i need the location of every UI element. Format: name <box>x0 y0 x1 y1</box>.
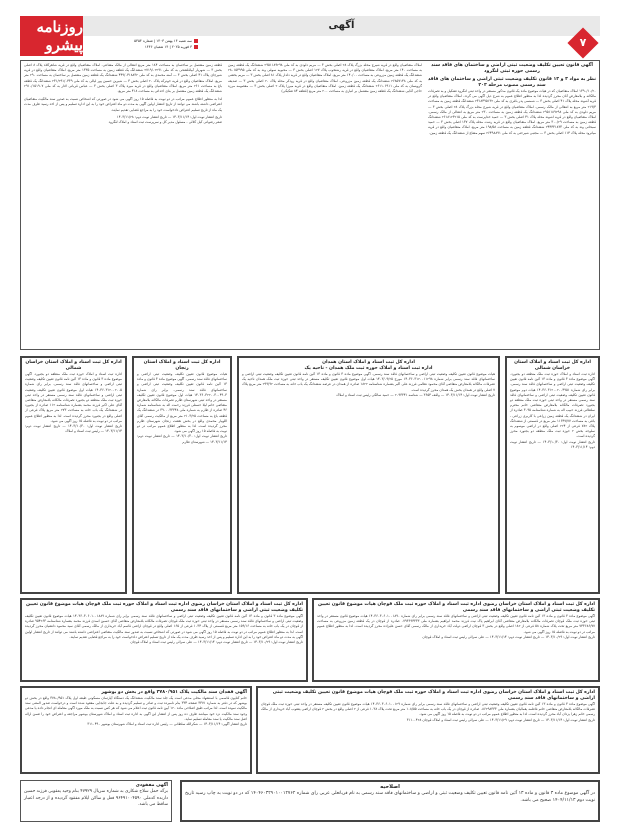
notice-footer: تاریخ انتشار نوبت اول: ۱۴۰۳/۱۰/۳۰ — تاریخ انتشار نوبت دوم: ۱۴۰۳/۱۱/۱۴ — رئیس ثبت اسناد و املاک <box>25 424 122 434</box>
correction-notice <box>180 780 600 822</box>
top-notice-title-2: نظر به مواد ۳ و ۱۳ قانون تکلیف وضعیت ثبتی اراضی و ساختمان های فاقد سند رسمی مصوب مرحله ۲۰۳ <box>428 77 596 88</box>
notice-heading: اداره کل ثبت اسناد و املاک استان خراسان شمالی <box>25 360 122 371</box>
issue-info <box>88 38 198 50</box>
notice-body: هیات موضوع قانون تعیین تکلیف وضعیت ثبتی اراضی و ساختمانهای فاقد سند رسمی. آگهی موضوع ماده ۳ قانون و ماده ۱۳ آئین نامه قانون تعیین تکلیف وضعیت ثبتی اراضی و ساختمانهای فاقد سند رسمی برابر شماره ۱۴۰۳۶۰۳۱۲۰۰۱۱۲۹۸ مورخ ۱۴۰۳/۰۹/۲۵ هیات اول موضوع قانون تعیین تکلیف مستقر در واحد ثبتی حوزه ثبت ملک همدان ناحیه یک تصرفات مالکانه بلامعارض متقاضی آقای محمود نظامی فرزند علی اکبر بشماره شناسنامه ۱۸۲۲ صادره از همدان در عرصه ششدانگ یک باب خانه به مساحت ۲۹۹/۹۲ متر مربع پلاک ۷ اصلی واقع در همدان بخش یک همدان محرز گردیده است. <box>242 372 495 392</box>
notice-heading: اداره کل ثبت اسناد و املاک استان خراسان شمالی <box>514 360 591 371</box>
notice-footer: تاریخ انتشار آگهی: ۱۴۰۳/۱۱/۱۴ — شکرالله سلطانی — رئیس اداره ثبت اسناد و املاک شهرستان بوشهر ۳۱۱۰۴۹۰ <box>87 722 247 727</box>
top-notice-title-1: آگهی قانون تعیین تکلیف وضعیت ثبتی اراضی و ساختمان های فاقد سند رسمی حوزه ثبتی لنگرود <box>431 63 593 74</box>
top-notice-dates: تاریخ انتشار نوبت اول: ۱۴۰۳/۱۱/۱۴ — تاریخ انتشار نوبت دوم: ۱۴۰۳/۱۱/۲۸ <box>116 114 222 119</box>
bullet-square-icon <box>194 39 198 43</box>
notice-footer: تاریخ انتشار نوبت اول: ۱۴۰۳/۱۰/۲۹ — تاریخ انتشار نوبت دوم: ۱۴۰۳/۱۱/۱۴ — علی سرائی رئیس ثبت اسناد و املاک قوچان <box>422 634 595 639</box>
notice-heading: اداره کل ثبت اسناد و املاک استان همدان <box>322 360 415 365</box>
lost-notice-body: برگه حمل سلاح شکاری به شماره سریال ۴۷۹۲۹ بنام وحید یعقوبی فرزند حسین دارنده کدملی ۹۶۴۹۱۰۰۴۵۹۰ فعل و ساکن ایلام مفقود گردیده و از درجه اعتبار ساقط می باشد. <box>23 789 168 807</box>
top-notice-signature: صفر رضوانی کیل کلائی - مسئول مدیر کل و سرپرست ثبت اسناد و املاک لنگرود <box>108 120 222 125</box>
top-notice-body: ۱۳۹۰/۱۰/۲۰ املاک متقاضیان که در هیات موضوع ماده یک قانون مذکور مستقر در واحد ثبتی لنگرود تشکیل و به تصرفات مالکانه و بلامعارض آنان محرز گردیده لذا به منظور اطلاع عموم به شرح ذیل آگهی می گردد. املاک متقاضیان واقع در قریه آشوند محله پلاک ۴۱ اصلی بخش ۳ — شمسی پدر بافری به کد ملی ۲۳۱۸۴۹۵۱۳۲ ششدانگ قطعه زمین به مساحت ۲۱۹/۴ متر مربع به انتقالی از مالک رسمی. املاک متقاضیان واقع در قریه شیرج محله بزرگ پلاک ۲۸ اصلی بخش ۳ — مریم دلودی به کد ملی ۲۹۵۱۱۸۹۲۹۸ ششدانگ یک قطعه زمین به مساحت ۲۳۰ متر مربع به انتقالی از مالک رسمی. املاک متقاضیان واقع در قریه اشوند محله پلاک ۴۱ اصلی بخش ۳ — حمید خداپرست به کد ملی ۲۶۱۸۱۲۳۲۱۵ ششدانگ قطعه زمین به مساحت ۳۰۰/۲۹ متر مربع. املاک متقاضیان واقع در قریه رشت محله پلاک ۱۳۷ اصلی بخش ۳ — حمید سبحانی وند به کد ملی ۲۴۴۴۳۱۸۳۳ ششدانگ قطعه زمین به مساحت ۱۹۸/۵۸ متر مربع. املاک متقاضیان واقع در قریه میانرود محله پلاک ۱۱۴ اصلی بخش ۳ — مجتبی شیرحتی به کد ملی ۲۶۴۹۸۸۹۱ سهم مشاع از ششدانگ یک قطعه زمین. <box>428 89 596 135</box>
notice-quchan-3 <box>256 686 600 774</box>
notice-heading: اداره کل ثبت اسناد و املاک استان خراسان رضوی اداره ثبت اسناد و املاک حوزه ثبت ملک قوچان هیات موضوع قانون تعیین تکلیف وضعیت ثبتی اراضی و ساختمانهای فاقد سند رسمی <box>317 602 595 613</box>
correction-body: در آگهی موضوع ماده ۳ قانون و ماده ۱۳ آئین نامه قانون تعیین تکلیف وضعیت ثبتی و اراضی و ساختمانهای فاقد سند رسمی به نام قربانعلی عربی رای شماره ۱۴۰۴۶۰۳۲۹۰۱۰۰۱۲۷۶۲ که در دو نوبت به چاپ رسید تاریخ نوبت دوم ۱۴۰۴/۱۱/۱۳ صحیح می باشد. <box>185 791 595 803</box>
notice-khorasan-shomali-1 <box>20 356 127 594</box>
top-notice-middle <box>225 60 425 350</box>
notice-heading: اداره کل ثبت اسناد و املاک استان خراسان رضوی اداره ثبت اسناد و املاک حوزه ثبت ملک قوچان هیات موضوع قانون تعیین تکلیف وضعیت ثبتی اراضی و ساختمانهای فاقد سند رسمی <box>25 602 303 613</box>
notice-subheading: اداره ثبت اسناد و املاک حوزه ثبت ملک همدان - ناحیه یک <box>304 366 433 371</box>
page-number: ۷ <box>579 36 587 49</box>
notice-body: آگهی موضوع ماده ۳ قانون و ماده ۱۳ آئین نامه قانون تعیین تکلیف وضعیت ثبتی اراضی و ساختمانهای فاقد سند رسمی برابر رای شماره ۱۴۰۳۶۰۳۰۶۰۱۰۰۱۸۸۹ هیات موضوع قانون تعیین تکلیف وضعیت ثبتی اراضی و ساختمانهای فاقد سند رسمی مستقر در واحد ثبتی حوزه ثبت ملک قوچان تصرفات مالکانه بلامعارض متقاضی آقای حسین اسدی فرزند محمد بشماره شناسنامه ۹۵۴۲۶۳ صادره از قوچان در یک باب خانه به مساحت ۱۵۹/۱۶ متر مربع قسمتی از پلاک ۱۰۳۴ فرعی از ۱۶۵ اصلی واقع در قوچان اراضی قاسم آباد خریداری از مالک رسمی آقای سید محمود دانشیان محرز گردیده است. لذا به منظور اطلاع عموم مراتب در دو نوبت به فاصله ۱۵ روز آگهی می شود در صورتی که اشخاص نسبت به صدور سند مالکیت متقاضی اعتراضی داشته باشند می توانند از تاریخ انتشار اولین آگهی به مدت دو ماه اعتراض خود را به این اداره تسلیم و پس از اخذ رسید ظرف مدت یک ماه از تاریخ تسلیم اعتراض دادخواست خود را به مراجع قضایی تقدیم نمایند. <box>25 614 303 639</box>
notice-heading: آگهی فقدان سند مالکیت پلاک ۳۷۸۰/۹۵۱ واقع در بخش دو بوشهر <box>101 690 247 695</box>
notice-footer: تاریخ انتشار نوبت اول: ۱۴۰۳/۱۱/۱۴ — تاریخ انتشار نوبت دوم: ۱۴۰۳/۱۱/۲۹ — علی سرائی رئیس ثبت اسناد و املاک قوچان ۳۱۱۰۰۴۲۸ <box>406 717 595 722</box>
top-notice-left-body: قطعه زمین مشتمل بر ساختمان به مساحت ۱۸۴ متر مربع انتقالی از مالک مشاعی. املاک متقاضیان واقع در قریه شاهرکلاه پلاک ۸ اصلی بخش ۳ — شهریار آبیاقلشحی به کد ملی ۲۷۱۹/۰۲۲۹۱ ششدانگ یک قطعه زمین به مساحت ۱۳۳۵ متر مربع. املاک متقاضیان واقع در قریه شیرچای پلاک ۴۱ اصلی بخش ۳ — آمنه محمدی به کد ملی ۴۴۹/۰۴۱۸۸۳۲ ششدانگ یک قطعه زمین مشتمل بر ساختمان به مساحت ۲۹۰ متر مربع. املاک متقاضیان واقع در قریه خونرکه پلاک ۲۰ اصلی بخش ۳ — شیرین حسین پور لیالی به کد ملی ۲۳۱/۲۹۱/۰۴۳۹ ششدانگ یک قطعه باغ به مساحت ۲۶۱ متر مربع. املاک متقاضیان واقع در قریه میره پلاک ۳ اصلی بخش ۳ — عباس قربانی لاتار به کد ملی ۲۹۱۰/۱۵۱۹۰۷ ششدانگ یک قطعه زمین مشتمل بر بنای احداثی به مساحت ۴۱۸ متر مربع. <box>24 63 222 94</box>
bullet-square-icon <box>194 45 198 49</box>
newspaper-page <box>20 16 600 828</box>
notice-quchan-1 <box>20 598 308 682</box>
notice-khorasan-shomali-2 <box>505 356 600 594</box>
notice-body: هیات موضوع قانون تعیین تکلیف وضعیت ثبتی اراضی و ساختمانهای فاقد سند رسمی. آگهی موضوع ماده ۳ قانون و ماده ۱۳ آئین نامه قانون تعیین تکلیف وضعیت ثبتی اراضی و ساختمانهای فاقد سند رسمی. برابر رای شماره ۱۴۰۳۶۰۳۲۲۰۰۳۰۰۴۹۰۳ هیات اول موضوع قانون تعیین تکلیف مستقر در واحد ثبتی شهرستان طارم تصرفات مالکانه بلامعارض متقاضی خانم لیلا حسنلی فرزند رحمت اله به شناسنامه شماره ۴۶ صادره از طارم به شماره ملی ۳۹۰۰۰۳۳۳۴۸ در ششدانگ یک قطعه باغ به مساحت ۲۱۰۳/۲۵ متر مربع از مالکیت رسمی آقای اللهیار محمدی واقع در بخش هشت زنجان شهرستان طارم محرز گردیده است. لذا به منظور اطلاع عموم مراتب در دو نوبت به فاصله ۱۵ روز آگهی می شود. <box>137 372 228 434</box>
notice-footer: تاریخ انتشار نوبت اول: ۱۴۰۳/۱۰/۳۰ — تاریخ انتشار نوبت دوم: ۱۴۰۳/۱۱/۱۴ — شهرستان طارم <box>137 434 227 444</box>
notice-heading: اداره کل ثبت اسناد و املاک استان خراسان رضوی اداره ثبت اسناد و املاک حوزه ثبت ملک قوچان هیات موضوع قانون تعیین تکلیف وضعیت ثبتی اراضی و ساختمانهای فاقد سند رسمی <box>272 690 595 701</box>
notice-footer: تاریخ انتشار نوبت اول: ۱۴۰۳/۱۱/۱۴ — واقف ۳۶۵۴ — شناسه ۲۰۹۳۳۴۱ — حمید سالکی رئیس ثبت اسناد و املاک <box>336 392 495 397</box>
notice-footer: تاریخ انتشار نوبت اول: ۱۴۰۳/۱۰/۲۹ — تاریخ انتشار نوبت دوم: ۱۴۰۳/۱۱/۱۴ — علی سرائی رئیس ثبت اسناد و املاک قوچان <box>130 640 303 645</box>
notice-body: آگهی موضوع ماده ۳ قانون و ماده ۱۳ آئین نامه قانون تعیین تکلیف وضعیت ثبتی اراضی و ساختمانهای فاقد سند رسمی برابر رای شماره ۱۴۰۳۶۰۳۰۶۰۱۰۰۱۸۹۰ هیات موضوع قانون مستقر در واحد ثبتی حوزه ثبت ملک قوچان تصرفات مالکانه بلامعارض متقاضی آقای ابراهیم پاک نیت فرزند محمد ابراهیم بشماره ملی ۰۷۹۳۶۹۴۳۳۳ صادره از قوچان در یک قطعه زمین مزروعی به مساحت ۷۴۳۶۸۶/۷۷ متر مربع تحت پلاک شماره ۵۸ فرعی از ۱۸۲ اصلی واقع در بخش ۳ قوچان اراضی دولت آباد خریداری از مالک رسمی آقای حسن علیزاده محرز گردیده است. لذا به منظور اطلاع عموم مراتب در دو نوبت به فاصله ۱۵ روز آگهی می شود. <box>317 614 595 634</box>
issue-line-1: سه شنبه ۱۴ بهمن ۱۴۰۳ | شماره ۵۳۵۴ <box>134 39 192 43</box>
notice-zanjan <box>132 356 232 594</box>
notice-quchan-2 <box>312 598 600 682</box>
notice-body: اداره ثبت اسناد و املاک حوزه ثبت ملک منطقه دو بجنورد. آگهی موضوع ماده ۳ قانون و ماده ۱۳ آئین نامه قانون تعیین تکلیف وضعیت ثبتی اراضی و ساختمانهای فاقد سند رسمی. برابر رای شماره ۱۴۰۳۶۰۳۱۲۰۰۲۰۰۴۹۵۱ هیات دوم موضوع قانون تعیین تکلیف وضعیت ثبتی اراضی و ساختمانهای فاقد سند رسمی مستقر در واحد ثبتی حوزه ثبت ملک منطقه دو بجنورد تصرفات مالکانه بلامعارض متقاضی خانم محترم سلطانی فرزند حبیب اله به شماره شناسنامه ۳۰۹۵ صادره از ایران در ششدانگ یک قطعه زمین زراعی با کاربری زراعی - باغی به مساحت ۱۱۶۴۷/۷۷ متر مربع در قسمتی از ششدانگ پلاک ۷۸۲ فرعی از ۲۲۴ اصلی واقع در اراضی موسوم به سلوجه بخش ۲ حوزه ثبت ملک منطقه دو بجنورد محرز گردیده است. <box>510 372 595 439</box>
top-notice-middle-body: املاک متقاضیان واقع در قریه شیرج محله بزرگ پلاک ۲۸ اصلی بخش ۳ — مریم دلودی به کد ملی ۲۹۵۱۱۸۹۲۹۸ ششدانگ یک قطعه زمین به مساحت ۱۴۰ متر مربع. املاک متقاضیان واقع در قریه رشتخوب پلاک ۱۲۷ اصلی بخش ۳ — محبوبه سوقی وند به کد ملی ۲۸۰۱۵۴۹۹۵ ششدانگ یک قطعه زمین مزروعی به مساحت ۱۴۰/۰۰ متر مربع. املاک متقاضیان واقع در قریه دلدار پلاک ۸۱ اصلی بخش ۳ — مریم بخشی به کد ملی ۲۶۸۵۷۱۴۸ ششدانگ یک قطعه زمین مزروعی. املاک متقاضیان واقع در قریه رودکر محله پلاک ۲۰ اصلی بخش ۳ — صدیقه گرویسان به کد ملی ۲۶۱۱۰۶۹۱۱ ششدانگ یک قطعه زمین. املاک متقاضیان واقع در قریه میرزا پلاک ۲ اصلی بخش ۳ — معصومه مرزه حاجی آقایی ششدانگ یک قطعه زمین مشتمل بر انباری به مساحت ۲۰۰ متر مربع (قطعه ۸۴ تفکیکی) <box>228 63 423 94</box>
notice-body: اداره ثبت اسناد و املاک حوزه ثبت ملک منطقه دو بجنورد. آگهی موضوع ماده ۳ قانون و ماده ۱۳ آئین نامه قانون تعیین تکلیف وضعیت ثبتی اراضی و ساختمانهای فاقد سند رسمی. برابر رای شماره ۱۴۰۳۶۰۳۱۲۰۰۲۰۰۵ هیات اول موضوع قانون تعیین تکلیف وضعیت ثبتی اراضی و ساختمانهای فاقد سند رسمی مستقر در واحد ثبتی حوزه ثبت ملک منطقه دو بجنورد تصرفات مالکانه بلامعارض متقاضی آقای علی اکبر فرزند محمد بشماره شناسنامه ۱۱۲ صادره از بجنورد در ششدانگ یک باب خانه به مساحت ۲۷۳ متر مربع پلاک فرعی از اصلی واقع در بجنورد محرز گردیده است. لذا به منظور اطلاع عموم مراتب در دو نوبت به فاصله ۱۵ روز آگهی می شود. <box>25 372 123 423</box>
lost-notice-title: آگهی مفقودی <box>135 783 168 788</box>
notice-hamedan <box>237 356 500 594</box>
notice-heading: اداره کل ثبت اسناد و املاک استان زنجان <box>143 360 221 371</box>
newspaper-logo: روزنامه پیشرو <box>20 16 83 56</box>
top-notice-right <box>425 60 600 350</box>
correction-title: اصلاحیه <box>380 784 400 790</box>
section-title: آگهی <box>83 16 600 36</box>
page-number-badge <box>567 27 598 58</box>
top-notice-left-footer: لذا به منظور اطلاع عموم مراتب در دو نوبت به فاصله ۱۵ روز آگهی می شود در صورتی که اشخاص نسبت به صدور سند مالکیت متقاضیان اعتراضی داشته باشند می توانند از تاریخ انتشار اولین آگهی به مدت دو ماه اعتراض خود را به این اداره تسلیم و پس از اخذ رسید ظرف مدت یک ماه از تاریخ تسلیم اعتراض دادخواست خود را به مراجع قضایی تقدیم نمایند. <box>24 97 222 112</box>
top-notice-left <box>20 60 225 350</box>
notice-footer: تاریخ انتشار نوبت اول: ۱۴۰۳/۱۰/۳۰ — تاریخ انتشار نوبت دوم: ۱۴۰۳/۱۱/۱۴ <box>510 439 595 449</box>
notice-bushehr-lost-deed <box>20 686 252 774</box>
notice-body: آگهی موضوع ماده ۳ قانون و ماده ۱۳ آئین نامه قانون تعیین تکلیف وضعیت ثبتی اراضی و ساختمانهای فاقد سند رسمی برابر رای شماره ۱۴۰۳۶۰۳۰۶۰۱۰۰۱۲۹ هیات موضوع قانون تعیین تکلیف مستقر در واحد ثبتی حوزه ثبت ملک قوچان تصرفات مالکانه بلامعارض متقاضی خانم فاطمه یغمائیان بشماره ملی ۰۸۶۲۹۸۳۳۳ صادره از قوچان در یک باب خانه به مساحت ۱۰۸/۵۵ متر مربع تحت پلاک ۱۰۳۸ فرعی از ۲ اصلی واقع در بخش ۲ قوچان اراضی یعقوب آباد خریداری از مالک رسمی خانم زهرا یزدان آباد محرز گردیده است. لذا به منظور اطلاع عموم مراتب در دو نوبت به فاصله ۱۵ روز آگهی می شود. <box>261 702 595 717</box>
lost-item-notice <box>20 780 172 822</box>
notice-body: خانم کتایون قاسمی با استشهاد محلی مدعی است یک جلد سند مالکیت ششدانگ یک دستگاه آپارتمان مسکونی طبقه اول پلاک ۳۷۸۰/۹۵۱ واقع در بخش دو بوشهر که در دفتر به شماره ۳۳۷۱ صفحه ۳۳۴ بنام نامبرده ثبت و صادر و تسلیم گردیده و به علت جابجایی مفقود شده است و درخواست صدور المثنی سند مالکیت نموده است. لذا مراتب طبق اصلاحی ماده ۱۲۰ آیین نامه قانون ثبت اعلام می شود که هر کس نسبت به ملک مورد آگهی معامله ای انجام داده یا مدعی وجود سند مالکیت نزد خود میباشد ظرف ده روز پس از انتشار این آگهی به اداره ثبت اسناد و املاک شهرستان بوشهر مراجعه و اعتراض خود را ضمن ارائه اصل سند مالکیت یا سند معامله تسلیم نماید. <box>25 696 247 721</box>
page-header <box>20 16 600 56</box>
issue-line-2: ۳ فوریه ۲۰۲۵ | ۱۴ شعبان ۱۴۴۶ <box>144 45 192 49</box>
